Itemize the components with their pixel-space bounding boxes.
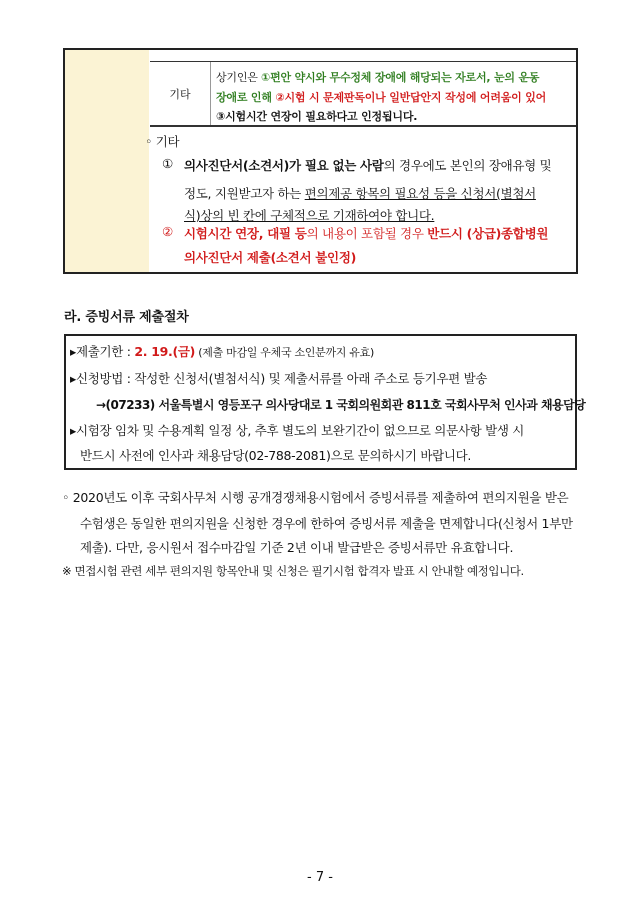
interview-note: ※ 면접시험 관련 세부 편의지원 항목안내 및 신청은 필기시험 합격자 발표 시 안내할 예정입니다. bbox=[62, 564, 524, 578]
deadline-label: ▸제출기한 : bbox=[70, 344, 135, 359]
paragraph-line-3: 제출). 다만, 응시원서 접수마감일 기준 2년 이내 발급받은 증빙서류만 유효합니다. bbox=[80, 540, 514, 555]
table-divider bbox=[210, 62, 211, 125]
item-1-plain: 정도, 지원받고자 하는 bbox=[184, 186, 305, 201]
item-1-rest: 의 경우에도 본인의 장애유형 및 bbox=[383, 158, 552, 173]
page-number: - 7 - bbox=[307, 870, 333, 885]
table-text-line-3 bbox=[216, 108, 417, 124]
item-2-line-2 bbox=[184, 248, 356, 266]
item-2-number: ② bbox=[162, 224, 173, 239]
item-2-mid: 의 내용이 포함될 경우 bbox=[306, 226, 428, 241]
table-text-green: 장애로 인해 bbox=[216, 91, 276, 104]
table-label-gita: 기타 bbox=[169, 88, 191, 101]
deadline-line bbox=[70, 342, 374, 360]
item-2-bold-2: 반드시 (상급)종합병원 bbox=[427, 226, 549, 241]
item-2-line-1 bbox=[184, 224, 548, 242]
table-text-bold: ③시험시간 연장이 필요하다고 인정됩니다. bbox=[216, 110, 418, 123]
paragraph-line-2: 수험생은 동일한 편의지원을 신청한 경우에 한하여 증빙서류 제출을 면제합니다(신청서 1부만 bbox=[80, 516, 573, 531]
item-1-underlined-2: 식)상의 빈 칸에 구체적으로 기재하여야 합니다. bbox=[184, 208, 435, 223]
deadline-note: (제출 마감일 우체국 소인분까지 유효) bbox=[195, 346, 374, 359]
item-1-bold: 의사진단서(소견서)가 필요 없는 사람 bbox=[184, 158, 384, 173]
item-1-number: ① bbox=[162, 156, 173, 171]
section-title: 라. 증빙서류 제출절차 bbox=[64, 310, 189, 325]
table-text-green: ①편안 약시와 무수정체 장애에 해당되는 자로서, 눈의 운동 bbox=[261, 71, 540, 84]
notice-line-2: 반드시 사전에 인사과 채용담당(02-788-2081)으로 문의하시기 바랍니다. bbox=[80, 448, 472, 463]
notice-line-1: ▸시험장 임차 및 수용계획 일정 상, 추후 별도의 보완기간이 없으므로 의문사항 발생 시 bbox=[70, 423, 525, 438]
deadline-value: 2. 19.(금) bbox=[134, 344, 196, 359]
table-text-line-1 bbox=[216, 69, 539, 85]
item-2-bold-3: 의사진단서 제출(소견서 불인정) bbox=[184, 250, 357, 265]
item-1-line-1 bbox=[184, 156, 551, 174]
item-1-line-2 bbox=[184, 184, 536, 202]
item-1-underlined: 편의제공 항목의 필요성 등을 신청서(별첨서 bbox=[304, 186, 536, 201]
item-2-bold: 시험시간 연장, 대필 등 bbox=[184, 226, 307, 241]
item-1-line-3 bbox=[184, 206, 434, 224]
table-text-line-2 bbox=[216, 89, 546, 105]
paragraph-line-1: ◦ 2020년도 이후 국회사무처 시행 공개경쟁채용시험에서 증빙서류를 제출하여 편의지원을 받은 bbox=[62, 490, 569, 505]
table-text-red: ②시험 시 문제판독이나 일반답안지 작성에 어려움이 있어 bbox=[275, 91, 547, 104]
method-line: ▸신청방법 : 작성한 신청서(별첨서식) 및 제출서류를 아래 주소로 등기우편 발송 bbox=[70, 371, 488, 386]
table-text-plain: 상기인은 bbox=[216, 71, 262, 84]
address-line: →(07233) 서울특별시 영등포구 의사당대로 1 국회의원회관 811호 국회사무처 인사과 채용담당 bbox=[96, 398, 586, 412]
gita-heading: ◦ 기타 bbox=[145, 134, 180, 149]
